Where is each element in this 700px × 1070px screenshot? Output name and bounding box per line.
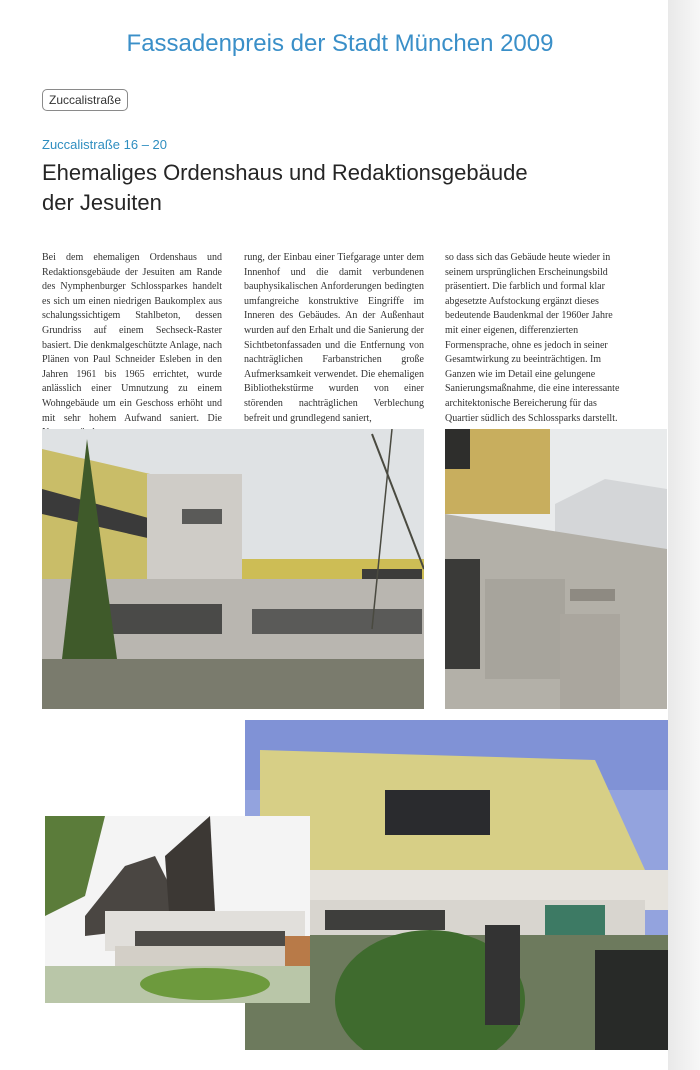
text-column-3: so dass sich das Gebäude heute wieder in seinem ursprünglichen Erscheinungsbild präsentiert. Die farblich und formal klar abgesetzte Aufstockung ergänzt dieses bedeutende Baudenkmal der 1960er Jahre mit einer eigenen, differenzierten Formensprache, ohne es jedoch in seiner Gesamtwirkung zu beeinträchtigen. Im Ganzen wie im Detail eine gelungene Sanierungsmaßnahme, die eine interessante architektonische Bereicherung für das Quartier südlich des Schlossparks darstellt. (445, 252, 620, 424)
photo-tower (45, 816, 310, 1003)
headline-line-2: der Jesuiten (42, 190, 162, 215)
article-headline (42, 158, 642, 218)
photo-facade-detail-drawing (445, 429, 667, 709)
photo-tower-drawing (45, 816, 310, 1003)
page-title: Fassadenpreis der Stadt München 2009 (126, 30, 554, 57)
headline-line-1: Ehemaliges Ordenshaus und Redaktionsgebäude (42, 160, 528, 185)
photo-facade-detail (445, 429, 667, 709)
text-column-1: Bei dem ehemaligen Ordenshaus und Redaktionsgebäude der Jesuiten am Rande des Nymphenburger Schlossparkes handelt es sich um einen niedrigen Baukomplex aus schalungssichtigem Stahlbeton, dessen Grundriss auf einem Sechseck-Raster basiert. Die denkmalgeschützte Anlage, nach Plänen von Paul Schneider Esleben in den Jahren 1961 bis 1965 errichtet, wurde anlässlich einer Umnutzung zu einem Wohngebäude um ein Geschoss erhöht und mit sehr hohem Aufwand saniert. Die (42, 252, 222, 424)
street-tag: Zuccalistraße (42, 89, 128, 111)
paper-edge (668, 0, 700, 1070)
article-address: Zuccalistraße 16 – 20 (42, 137, 168, 152)
text-column-2: rung, der Einbau einer Tiefgarage unter dem Innenhof und die damit verbundenen bauphysikalischen Anforderungen bedingten umfangreiche konstruktive Eingriffe im Inneren des Gebäudes. An der Außenhaut wurden auf den Erhalt und die Sanierung der Sichtbetonfassaden und die Entfernung von nachträglichen Farbanstrichen große Aufmerksamkeit verwendet. Die ehemaligen Bibliothekstürme wurden von einer störenden nachträglichen Verblechung befreit und grundlegend saniert, (244, 252, 424, 424)
photo-courtyard (42, 429, 424, 709)
photo-courtyard-drawing (42, 429, 424, 709)
